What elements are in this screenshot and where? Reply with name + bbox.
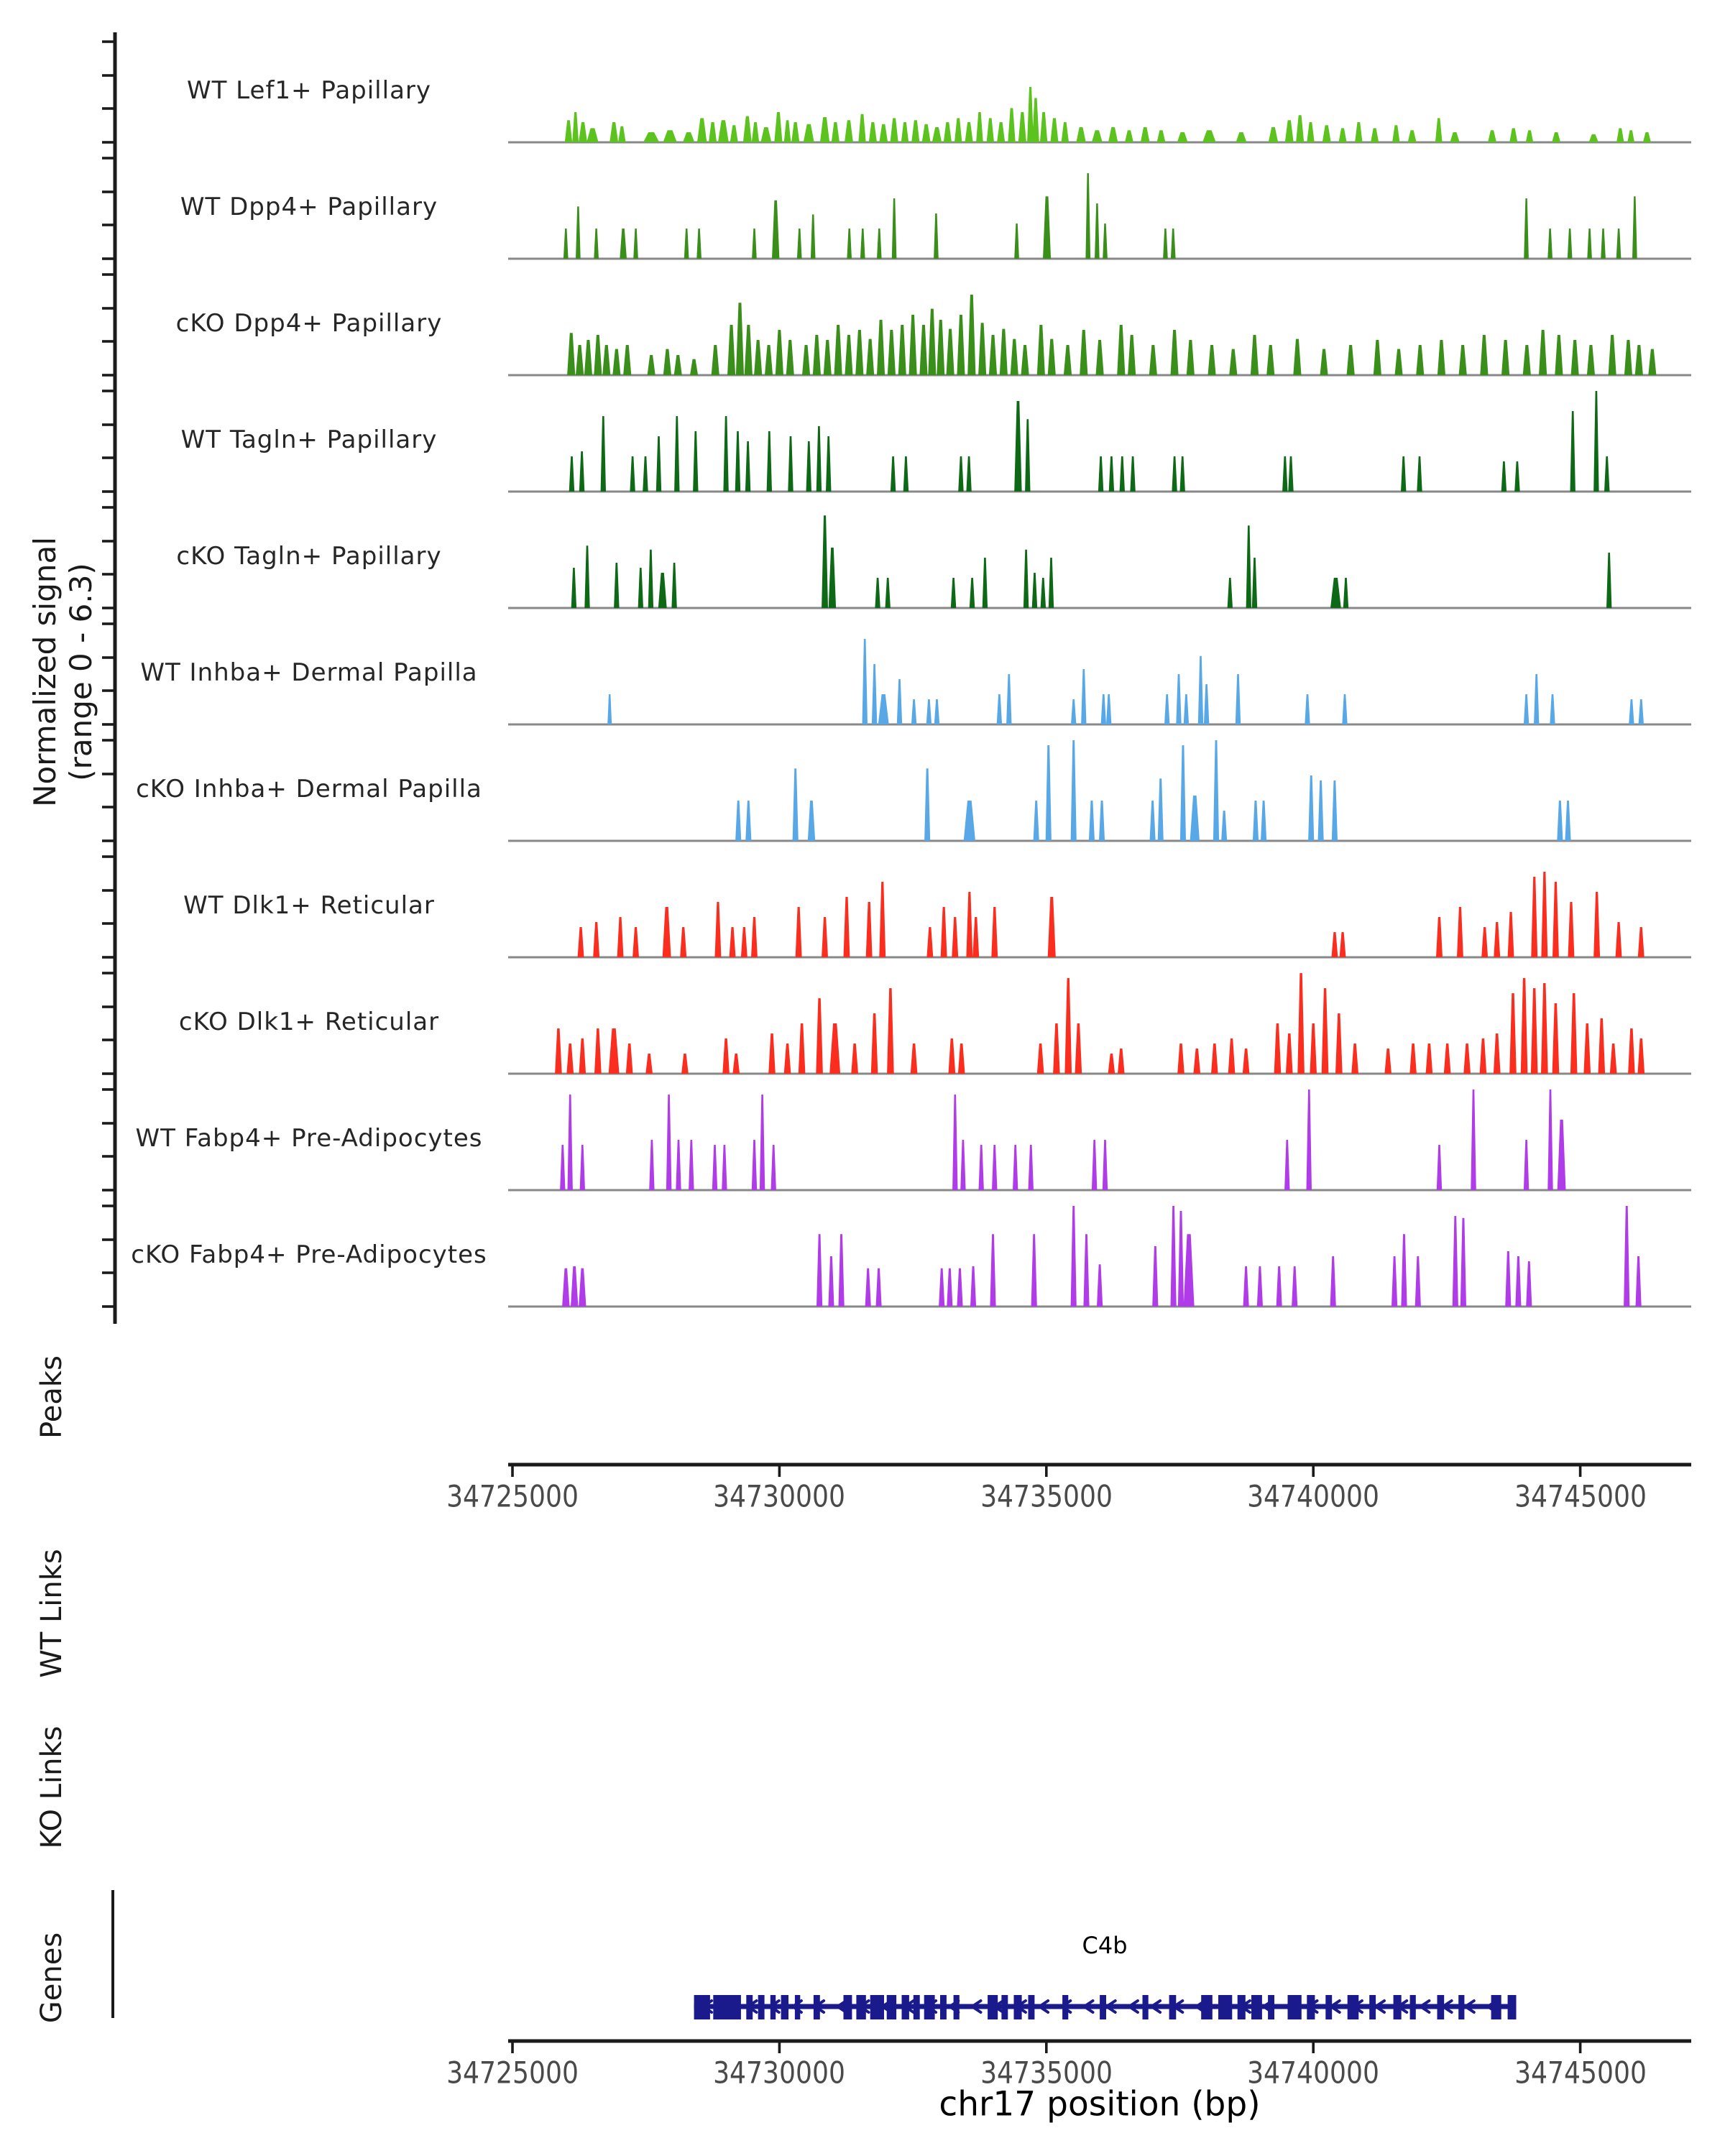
section-label-ko-links: KO Links [35,1726,68,1849]
signal-area [562,1206,1642,1307]
genes-axis-tick [511,2042,514,2053]
signal-baseline [508,724,1691,726]
y-axis-tick [102,607,115,609]
y-axis-tick [102,773,115,775]
track-label: cKO Dlk1+ Reticular [178,1008,440,1036]
y-axis-tick [102,1072,115,1075]
y-axis-tick [102,141,115,144]
y-axis-tick [102,889,115,892]
gene-exon [1201,1995,1213,2019]
gene-exon [1029,1995,1035,2019]
peaks-axis-tick [511,1466,514,1477]
y-axis-tick [102,423,115,426]
y-axis-tick [102,1189,115,1192]
y-axis-tick [102,307,115,310]
genes-axis-line [508,2040,1691,2043]
track-label: cKO Dpp4+ Papillary [175,309,443,338]
track-label: WT Dlk1+ Reticular [183,891,435,920]
y-axis-tick [102,224,115,226]
y-axis-tick [102,340,115,343]
y-axis-tick [102,1038,115,1041]
gene-exon [914,1995,920,2019]
track-label: WT Fabp4+ Pre-Adipocytes [135,1124,483,1153]
y-axis-tick [102,257,115,260]
y-axis-tick [102,1271,115,1274]
gene-exon [954,1995,960,2019]
peaks-axis-tick [1312,1466,1315,1477]
gene-exon [1001,1995,1008,2019]
y-axis-tick [102,972,115,975]
signal-area [565,87,1651,142]
track-label: cKO Inhba+ Dermal Papilla [136,775,482,803]
track-label: cKO Fabp4+ Pre-Adipocytes [131,1240,487,1269]
y-axis-tick [102,855,115,858]
y-axis-tick [102,1005,115,1008]
section-label-genes: Genes [35,1932,68,2024]
signal-area [569,391,1610,492]
track-label: WT Inhba+ Dermal Papilla [140,658,478,687]
gene-exon [1458,1995,1464,2019]
signal-area [564,173,1637,259]
gene-exon [844,1995,852,2019]
track-label: WT Dpp4+ Papillary [180,193,438,221]
gene-exon [758,1995,765,2019]
y-axis-tick [102,1305,115,1308]
gene-exon [1100,1995,1106,2019]
signal-area [607,639,1644,724]
peaks-axis-tick [778,1466,781,1477]
gene-exon [1508,1995,1517,2019]
signal-area [567,295,1656,375]
y-axis-tick [102,806,115,808]
peaks-axis-tick [1579,1466,1582,1477]
x-tick-label: 34730000 [713,1478,846,1514]
y-axis-tick [102,74,115,77]
y-axis-tick [102,922,115,925]
y-axis-tick [102,390,115,392]
track-label: WT Lef1+ Papillary [186,76,432,105]
y-axis-tick [102,506,115,509]
y-axis-tick [102,956,115,959]
genes-axis-tick [1045,2042,1048,2053]
peaks-axis-tick [1045,1466,1048,1477]
genes-axis-tick [778,2042,781,2053]
y-axis-tick [102,622,115,625]
gene-exon [1491,1995,1501,2019]
y-axis-tick [102,190,115,193]
gene-name-label: C4b [1082,1932,1128,1959]
y-axis-tick [102,157,115,160]
gene-exon [1251,1995,1262,2019]
x-tick-label: 34745000 [1514,2055,1647,2091]
y-axis-tick [102,1155,115,1158]
x-tick-label: 34745000 [1514,1478,1647,1514]
y-axis-tick [102,374,115,377]
peaks-axis-line [508,1463,1691,1467]
y-axis-tick [102,107,115,110]
signal-baseline [508,607,1691,609]
y-axis-tick [102,1204,115,1207]
signal-baseline [508,1189,1691,1192]
y-axis-tick [102,40,115,43]
y-axis-title-line1: Normalized signal [27,537,63,807]
x-tick-label: 34725000 [446,2055,579,2091]
track-label: cKO Tagln+ Papillary [176,542,442,571]
section-label-peaks: Peaks [35,1355,68,1439]
y-axis-tick [102,273,115,276]
x-tick-label: 34730000 [713,2055,846,2091]
x-axis-title: chr17 position (bp) [939,2084,1261,2124]
track-label: WT Tagln+ Papillary [180,425,438,454]
y-axis-tick [102,723,115,726]
y-axis-tick [102,540,115,543]
y-axis-tick [102,739,115,742]
y-axis-tick [102,1238,115,1241]
y-axis-title-line2: (range 0 - 6.3) [63,563,98,781]
signal-area [555,973,1644,1074]
y-axis-tick [102,456,115,459]
y-axis-tick [102,656,115,659]
signal-area [571,515,1612,608]
y-axis-tick [102,689,115,692]
y-axis-tick [102,1122,115,1125]
y-axis-tick [102,573,115,576]
x-tick-label: 34740000 [1247,1478,1380,1514]
x-tick-label: 34740000 [1247,2055,1380,2091]
genes-axis-tick [1312,2042,1315,2053]
gene-exon [1410,1995,1416,2019]
x-tick-label: 34735000 [980,1478,1113,1514]
section-label-wt-links: WT Links [35,1549,68,1678]
gene-exon [1268,1995,1274,2019]
gene-exon [781,1995,788,2019]
y-axis-tick [102,839,115,842]
gene-exon [1143,1995,1149,2019]
genes-y-axis-line [111,1890,114,2018]
y-axis-tick [102,490,115,493]
signal-area [560,1089,1565,1190]
gene-exon [940,1995,947,2019]
genes-axis-tick [1579,2042,1582,2053]
gene-exon [887,1995,896,2019]
x-tick-label: 34725000 [446,1478,579,1514]
x-tick-label: 34735000 [980,2055,1113,2091]
y-axis-tick [102,1088,115,1091]
signal-area [578,872,1644,957]
signal-area [735,740,1571,841]
